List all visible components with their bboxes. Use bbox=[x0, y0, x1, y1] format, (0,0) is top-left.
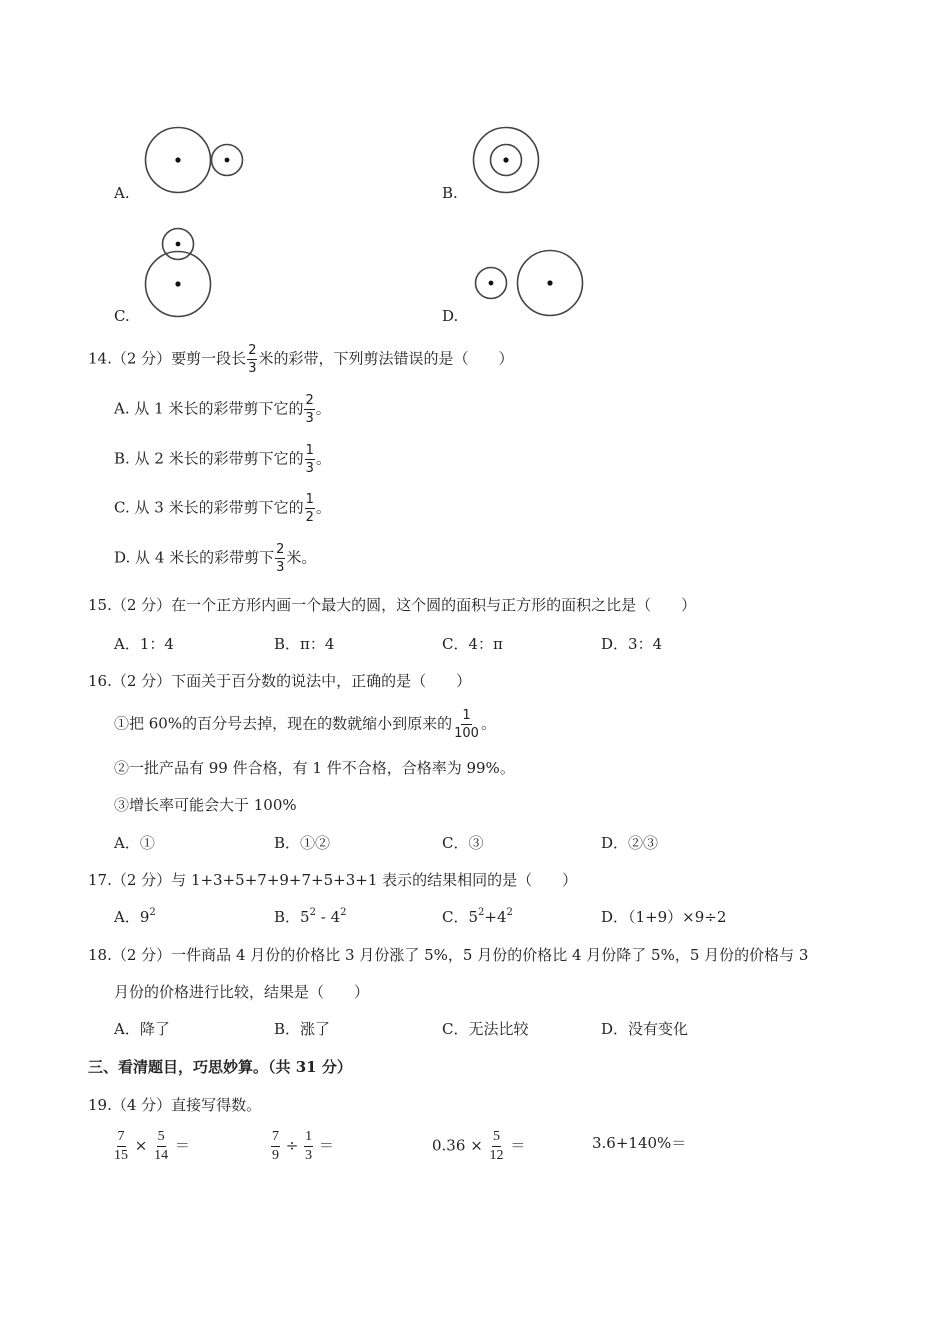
q15-option-b[interactable]: B．π：4 bbox=[274, 635, 335, 653]
expression-4: 3.6+140%＝ bbox=[592, 1134, 687, 1152]
q17-option-b[interactable]: B．$5^2 - 4^2$ bbox=[274, 907, 347, 926]
question-16-stem: 16.（2 分）下面关于百分数的说法中，正确的是（ ） bbox=[88, 672, 472, 690]
q15-option-d[interactable]: D．3：4 bbox=[601, 635, 663, 653]
question-score: （2 分） bbox=[111, 349, 172, 368]
q16-option-c[interactable]: C．③ bbox=[442, 834, 484, 852]
fraction: $\frac{1}{3}$ bbox=[305, 443, 314, 476]
q14-option-c[interactable]: C. 从 3 米长的彩带剪下它的 $\frac{1}{2}$ 。 bbox=[114, 492, 331, 525]
question-14-stem: 14.（2 分）要剪一段长 $\frac{2}{3}$ 米的彩带，下列剪法错误的是（ ） bbox=[88, 343, 514, 376]
statement-3: ③增长率可能会大于 100% bbox=[114, 796, 297, 814]
option-d-figure bbox=[470, 245, 590, 323]
option-b-figure bbox=[468, 122, 548, 197]
fraction: $\frac{1}{100}$ bbox=[454, 708, 479, 741]
question-18-stem-line2: 月份的价格进行比较，结果是（ ） bbox=[114, 983, 370, 1001]
option-a-figure bbox=[140, 122, 250, 197]
q18-option-c[interactable]: C．无法比较 bbox=[442, 1020, 529, 1038]
fraction: $\frac{1}{2}$ bbox=[305, 492, 314, 525]
q14-option-b[interactable]: B. 从 2 米长的彩带剪下它的 $\frac{1}{3}$ 。 bbox=[114, 443, 331, 476]
q16-option-a[interactable]: A．① bbox=[114, 834, 155, 852]
section-title: 三、看清题目，巧思妙算。（共 31 分） bbox=[88, 1058, 352, 1076]
question-19-stem: 19.（4 分）直接写得数。 bbox=[88, 1096, 262, 1114]
question-15-stem: 15.（2 分）在一个正方形内画一个最大的圆，这个圆的面积与正方形的面积之比是（ ） bbox=[88, 596, 697, 614]
option-c-label[interactable]: C. bbox=[114, 307, 130, 325]
q15-option-c[interactable]: C．4：π bbox=[442, 635, 503, 653]
q16-option-b[interactable]: B．①② bbox=[274, 834, 331, 852]
q18-option-b[interactable]: B．涨了 bbox=[274, 1020, 331, 1038]
question-18-stem: 18.（2 分）一件商品 4 月份的价格比 3 月份涨了 5%，5 月份的价格比 4 月份降了 5%，5 月份的价格与 3 bbox=[88, 946, 809, 964]
expression-2: $\frac{7}{9}$ ÷ $\frac{1}{3}$ ＝ bbox=[272, 1129, 334, 1163]
fraction: $\frac{2}{3}$ bbox=[305, 393, 314, 426]
q17-option-a[interactable]: A．$9^2$ bbox=[114, 907, 156, 926]
expression-1: $\frac{7}{15}$ × $\frac{5}{14}$ ＝ bbox=[114, 1129, 190, 1163]
q18-option-a[interactable]: A．降了 bbox=[114, 1020, 170, 1038]
q14-option-d[interactable]: D. 从 4 米长的彩带剪下 $\frac{2}{3}$ 米。 bbox=[114, 542, 317, 575]
option-c-figure bbox=[140, 225, 220, 325]
q17-option-c[interactable]: C．$5^2+4^2$ bbox=[442, 907, 513, 926]
fraction: $\frac{2}{3}$ bbox=[248, 343, 257, 376]
question-number: 14. bbox=[88, 349, 112, 368]
q17-option-d[interactable]: D．（1+9）×9÷2 bbox=[601, 908, 727, 926]
q15-option-a[interactable]: A．1：4 bbox=[114, 635, 174, 653]
q14-option-a[interactable]: A. 从 1 米长的彩带剪下它的 $\frac{2}{3}$ 。 bbox=[114, 393, 331, 426]
statement-2: ②一批产品有 99 件合格，有 1 件不合格，合格率为 99%。 bbox=[114, 759, 515, 777]
q16-option-d[interactable]: D．②③ bbox=[601, 834, 659, 852]
expression-3: 0.36 × $\frac{5}{12}$ ＝ bbox=[432, 1129, 526, 1163]
question-17-stem: 17.（2 分）与 1+3+5+7+9+7+5+3+1 表示的结果相同的是（ ） bbox=[88, 871, 578, 889]
fraction: $\frac{2}{3}$ bbox=[276, 542, 285, 575]
option-a-label[interactable]: A. bbox=[114, 184, 130, 202]
statement-1: ①把 60%的百分号去掉，现在的数就缩小到原来的 $\frac{1}{100}$ 。 bbox=[114, 708, 496, 741]
q18-option-d[interactable]: D．没有变化 bbox=[601, 1020, 689, 1038]
option-d-label[interactable]: D. bbox=[442, 307, 459, 325]
option-b-label[interactable]: B. bbox=[442, 184, 458, 202]
